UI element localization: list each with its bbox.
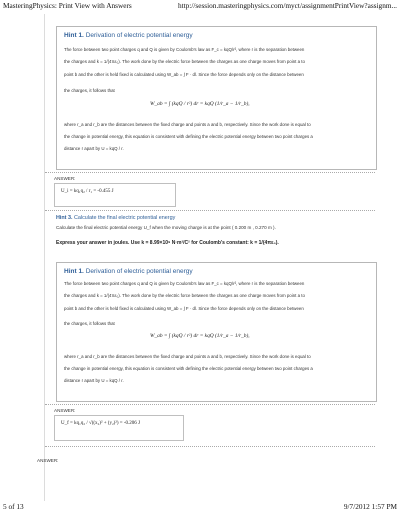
work-equation: W_ab = ∫ (kqQ / r²) dr = kqQ (1/r_a − 1/r_b), xyxy=(150,101,250,107)
divider xyxy=(45,210,375,211)
hint-body: The force between two point charges q and Q is given by Coulomb's law as F_c = kqQ/r², where r is the separation between xyxy=(64,47,305,52)
assignment-page xyxy=(37,14,375,501)
hint-title: Hint 1. Derivation of electric potential energy xyxy=(64,268,193,275)
answer-label: ANSWER: xyxy=(54,176,76,181)
answer-label: ANSWER: xyxy=(54,408,76,413)
answer-box-initial xyxy=(54,183,176,207)
express-instruction: Express your answer in joules. Use k = 8.99×10⁹ N·m²/C² for Coulomb's constant: k = 1/(4πε₀). xyxy=(56,240,279,246)
work-equation: W_ab = ∫ (kqQ / r²) dr = kqQ (1/r_a − 1/r_b), xyxy=(150,333,250,339)
answer-box-final xyxy=(54,415,184,441)
hint-3-title: Hint 3. Calculate the final electric potential energy xyxy=(56,215,176,221)
browser-print-footer xyxy=(3,502,397,514)
hint-box-1: Hint 1. Derivation of electric potential energy The force between two point charges q and Q is given by Coulomb's law as F_c = kqQ/r², where r is the separation between the charges and k = 1/(4πε₀). The work done by the electric force between the charges as one charge moves from point a to point b and the other is held fixed is calculated using W_ab = ∫ F · dl. Since the force depends only on the distance between the charges, it follows that W_ab = ∫ (kqQ / r²) dr = kqQ (1/r_a − 1/r_b), where r_a and r_b are the distances between the fixed charge and points a and b, respectively. Since the work done is equal to the change in potential energy, this equation is consistent with defining the electric potential energy between two point charges a distance r apart by U = kqQ / r. xyxy=(56,26,377,170)
page-count: 5 of 13 xyxy=(3,502,24,511)
answer-expression: U_i = kq₁q₂ / r₁ = -0.455 J xyxy=(61,189,114,194)
divider xyxy=(45,172,375,173)
answer-expression: U_f = kq₁q₂ / √((x₂)² + (y₂)²) = -0.206 J xyxy=(61,421,140,426)
answer-label: ANSWER: xyxy=(37,458,59,463)
divider xyxy=(45,446,375,447)
print-timestamp: 9/7/2012 1:57 PM xyxy=(343,502,397,511)
hint-3-text: Calculate the final electric potential energy U_f when the moving charge is at the point ( 0.200 m , 0.270 m ). xyxy=(56,225,276,230)
divider xyxy=(45,404,375,405)
print-header-url: http://session.masteringphysics.com/myct/assignmentPrintView?assignm... xyxy=(177,1,397,10)
hint-box-1-repeat: Hint 1. Derivation of electric potential energy The force between two point charges q and Q is given by Coulomb's law as F_c = kqQ/r², where r is the separation between the charges and k = 1/(4πε₀). The work done by the electric force between the charges as one charge moves from point a to point b and the other is held fixed is calculated using W_ab = ∫ F · dl. Since the force depends only on the distance between the charges, it follows that W_ab = ∫ (kqQ / r²) dr = kqQ (1/r_a − 1/r_b), where r_a and r_b are the distances between the fixed charge and points a and b, respectively. Since the work done is equal to the change in potential energy, this equation is consistent with defining the electric potential energy between two point charges a distance r apart by U = kqQ / r. xyxy=(56,262,377,402)
hint-title: Hint 1. Derivation of electric potential energy xyxy=(64,32,193,39)
browser-print-header xyxy=(3,1,397,13)
print-header-title: MasteringPhysics: Print View with Answers xyxy=(3,1,132,10)
